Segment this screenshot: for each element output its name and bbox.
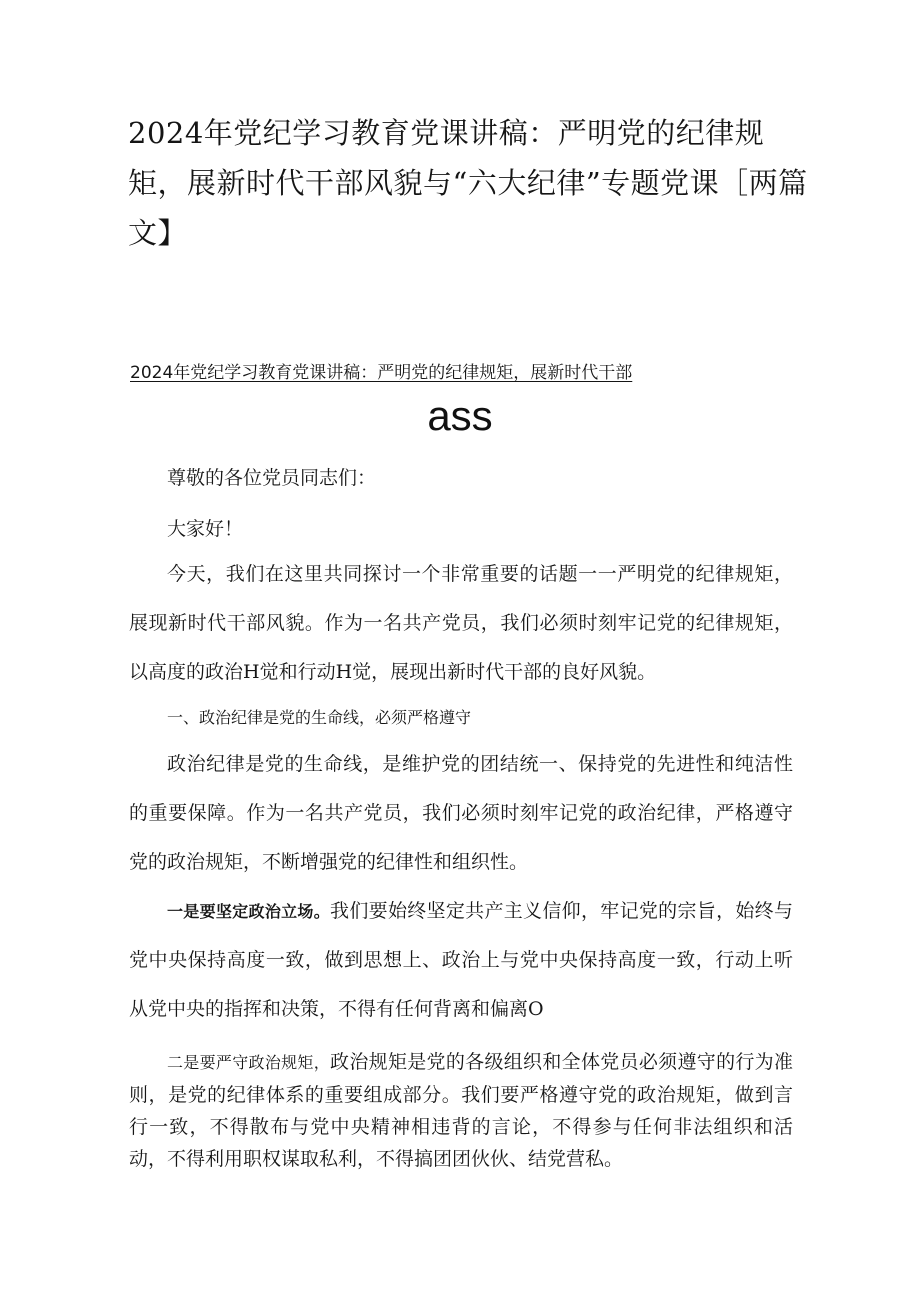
point-one-lead: 一是要坚定政治立场。 [167, 902, 331, 921]
document-subtitle: 2024年党纪学习教育党课讲稿：严明党的纪律规矩，展新时代干部 [130, 363, 633, 383]
greeting: 大家好！ [167, 518, 244, 540]
salutation: 尊敬的各位党员同志们： [167, 467, 377, 489]
point-two-body: 政治规矩是党的各级组织和全体党员必须遵守的行为准则，是党的纪律体系的重要组成部分。我们要严格遵守党的政治规矩，做到言行一致，不得散布与党中央精神相违背的言论，不得参与任何非法组织和活动，不得利用职权谋取私利，不得搞团团伙伙、结党营私。 [129, 1051, 793, 1170]
intro-paragraph: 今天，我们在这里共同探讨一个非常重要的话题一一严明党的纪律规矩，展现新时代干部风貌。作为一名共产党员，我们必须时刻牢记党的纪律规矩，以高度的政治H觉和行动H觉，展现出新时代干部的良好风貌。 [129, 563, 793, 683]
section-heading: 一、政治纪律是党的生命线，必须严格遵守 [167, 708, 472, 727]
section-body: 政治纪律是党的生命线，是维护党的团结统一、保持党的先进性和纯洁性的重要保障。作为一名共产党员，我们必须时刻牢记党的政治纪律，严格遵守党的政治规矩，不断增强党的纪律性和组织性。 [129, 753, 793, 873]
point-one-paragraph [129, 887, 793, 1034]
point-two-paragraph [129, 1046, 793, 1175]
subtitle-tail: ass [427, 392, 493, 439]
document-title: 2024年党纪学习教育党课讲稿：严明党的纪律规矩，展新时代干部风貌与“六大纪律”专题党课［两篇文】 [128, 116, 808, 250]
point-two-lead: 二是要严守政治规矩， [167, 1053, 331, 1072]
point-one-body: 我们要始终坚定共产主义信仰，牢记党的宗旨，始终与党中央保持高度一致，做到思想上、政治上与党中央保持高度一致，行动上听从党中央的指挥和决策，不得有任何背离和偏离O [129, 900, 793, 1020]
